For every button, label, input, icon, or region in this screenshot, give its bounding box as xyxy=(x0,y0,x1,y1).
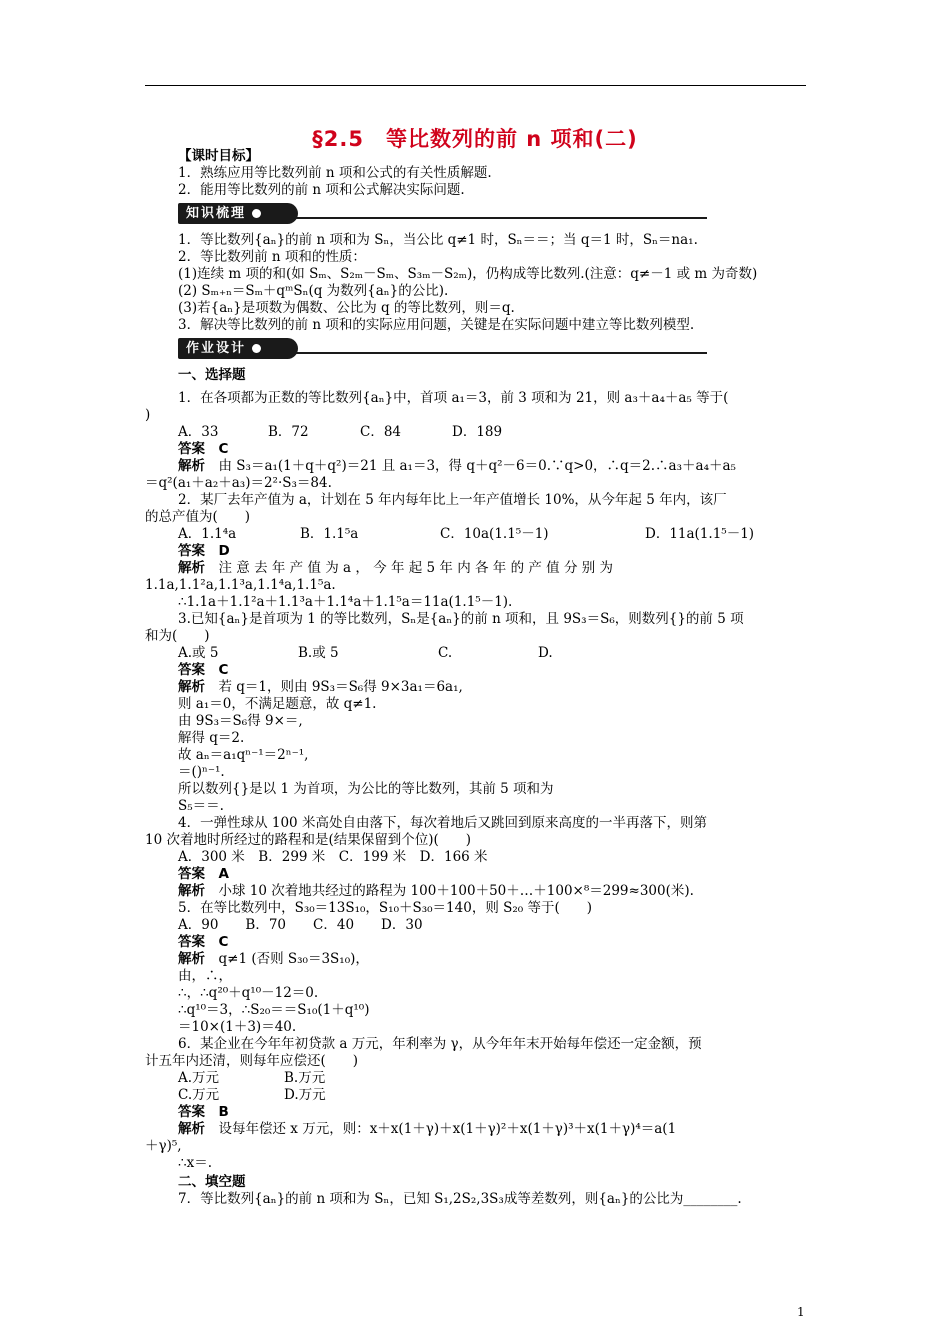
section-heading-choice: 一、选择题 xyxy=(178,367,246,383)
option: A．1.1⁴a xyxy=(178,526,237,542)
analysis-text: 所以数列{}是以 1 为首项，为公比的等比数列，其前 5 项和为 xyxy=(178,781,554,797)
question-stem-cont: ) xyxy=(145,407,151,423)
analysis-text: ∴x＝. xyxy=(178,1155,212,1171)
question-stem: 3.已知{aₙ}是首项为 1 的等比数列，Sₙ是{aₙ}的前 n 项和，且 9S₃＝S₆，则数列{}的前 5 项 xyxy=(178,611,744,627)
dot-icon xyxy=(252,209,261,218)
analysis-text: ∴1.1a＋1.1²a＋1.1³a＋1.1⁴a＋1.1⁵a＝11a(1.1⁵－1). xyxy=(178,594,513,610)
analysis-label: 解析 xyxy=(178,1121,205,1137)
analysis-label: 解析 xyxy=(178,679,205,695)
option: B．1.1⁵a xyxy=(300,526,359,542)
dot-icon xyxy=(252,344,261,353)
option: A.万元 xyxy=(178,1070,220,1086)
option: C.万元 xyxy=(178,1087,220,1103)
question-stem: 2．某厂去年产值为 a，计划在 5 年内每年比上一年产值增长 10%，从今年起 5 年内，该厂 xyxy=(178,492,727,508)
option: C. xyxy=(438,645,453,661)
answer-line: 答案 C xyxy=(178,662,229,678)
question-options xyxy=(145,1087,807,1104)
answer-line: 答案 A xyxy=(178,866,229,882)
question-stem-cont: 计五年内还清，则每年应偿还( ) xyxy=(145,1053,359,1069)
banner-rule xyxy=(296,352,707,354)
analysis-text: 故 aₙ＝a₁qⁿ⁻¹＝2ⁿ⁻¹, xyxy=(178,747,309,763)
question-stem-cont: 和为( ) xyxy=(145,628,210,644)
content-body xyxy=(145,148,807,1208)
option: D．189 xyxy=(452,424,503,440)
knowledge-item: 2．等比数列前 n 项和的性质： xyxy=(178,249,366,265)
question-options: A．90 B．70 C．40 D．30 xyxy=(178,917,423,933)
analysis-text: 设每年偿还 x 万元，则：x＋x(1＋γ)＋x(1＋γ)²＋x(1＋γ)³＋x(1＋γ)⁴＝a(1 xyxy=(218,1121,677,1137)
question-stem: 6．某企业在今年年初贷款 a 万元，年利率为 γ，从今年年末开始每年偿还一定金额，预 xyxy=(178,1036,702,1052)
knowledge-item: (3)若{aₙ}是项数为偶数、公比为 q 的等比数列，则＝q. xyxy=(178,300,515,316)
analysis-text: 注 意 去 年 产 值 为 a ， 今 年 起 5 年 内 各 年 的 产 值 分 别 为 xyxy=(218,560,614,576)
question-options xyxy=(145,526,807,543)
analysis-text: 由 9S₃＝S₆得 9×＝, xyxy=(178,713,303,729)
objectives-heading: 【课时目标】 xyxy=(178,148,259,164)
page-number: 1 xyxy=(797,1305,805,1319)
analysis-text: ＝q²(a₁＋a₂＋a₃)＝2²·S₃＝84. xyxy=(145,475,332,491)
analysis-text: q≠1 (否则 S₃₀＝3S₁₀)， xyxy=(218,951,369,967)
page-title: §2.5 等比数列的前 n 项和(二) xyxy=(312,127,638,151)
answer-line: 答案 C xyxy=(178,441,229,457)
analysis-text: ＝()ⁿ⁻¹. xyxy=(178,764,225,780)
question-stem-cont: 的总产值为( ) xyxy=(145,509,251,525)
question-stem: 4．一弹性球从 100 米高处自由落下，每次着地后又跳回到原来高度的一半再落下，则第 xyxy=(178,815,707,831)
analysis-label: 解析 xyxy=(178,883,205,899)
knowledge-item: 1．等比数列{aₙ}的前 n 项和为 Sₙ，当公比 q≠1 时，Sₙ＝＝；当 q＝1 时，Sₙ＝na₁. xyxy=(178,232,698,248)
analysis-text: 若 q＝1，则由 9S₃＝S₆得 9×3a₁＝6a₁, xyxy=(218,679,463,695)
option: C．84 xyxy=(360,424,402,440)
analysis-label: 解析 xyxy=(178,560,205,576)
question-stem: 1．在各项都为正数的等比数列{aₙ}中，首项 a₁＝3，前 3 项和为 21，则 a₃＋a₄＋a₅ 等于( xyxy=(178,390,729,406)
knowledge-item: (1)连续 m 项的和(如 Sₘ、S₂ₘ－Sₘ、S₃ₘ－S₂ₘ)，仍构成等比数列.(注意：q≠－1 或 m 为奇数) xyxy=(178,266,758,282)
knowledge-item: 3．解决等比数列的前 n 项和的实际应用问题，关键是在实际问题中建立等比数列模型. xyxy=(178,317,695,333)
option: D. xyxy=(538,645,553,661)
banner-label: 作业设计 xyxy=(186,341,247,356)
knowledge-item: (2) Sₘ₊ₙ＝Sₘ＋qᵐSₙ(q 为数列{aₙ}的公比). xyxy=(178,283,449,299)
option: A．33 xyxy=(178,424,219,440)
option: B．72 xyxy=(268,424,309,440)
objective-item: 2．能用等比数列的前 n 项和公式解决实际问题. xyxy=(178,182,465,198)
analysis-text: 小球 10 次着地共经过的路程为 100＋100＋50＋…＋100×⁸＝299≈300(米). xyxy=(218,883,694,899)
option: C．10a(1.1⁵－1) xyxy=(440,526,549,542)
question-options xyxy=(145,645,807,662)
option: B.或 5 xyxy=(298,645,339,661)
option: D.万元 xyxy=(284,1087,326,1103)
header-rule xyxy=(145,85,806,86)
option: A.或 5 xyxy=(178,645,219,661)
banner-rule xyxy=(296,217,707,219)
analysis-text: 解得 q＝2. xyxy=(178,730,245,746)
answer-line: 答案 D xyxy=(178,543,230,559)
analysis-text: 1.1a,1.1²a,1.1³a,1.1⁴a,1.1⁵a. xyxy=(145,577,336,593)
analysis-text: ＝10×(1＋3)＝40. xyxy=(178,1019,297,1035)
banner-label: 知识梳理 xyxy=(186,206,247,221)
analysis-label: 解析 xyxy=(178,458,205,474)
section-banner-homework xyxy=(178,337,807,361)
section-banner-knowledge xyxy=(178,202,807,226)
analysis-text: S₅＝＝. xyxy=(178,798,224,814)
option: D．11a(1.1⁵－1) xyxy=(645,526,755,542)
objective-item: 1．熟练应用等比数列前 n 项和公式的有关性质解题. xyxy=(178,165,492,181)
analysis-text: ∴q¹⁰＝3，∴S₂₀＝＝S₁₀(1＋q¹⁰) xyxy=(178,1002,370,1018)
analysis-text: 由，∴， xyxy=(178,968,232,984)
question-stem: 5．在等比数列中，S₃₀＝13S₁₀，S₁₀＋S₃₀＝140，则 S₂₀ 等于( ) xyxy=(178,900,593,916)
question-options xyxy=(145,1070,807,1087)
question-stem: 7．等比数列{aₙ}的前 n 项和为 Sₙ，已知 S₁,2S₂,3S₃成等差数列，则{aₙ}的公比为________. xyxy=(178,1191,742,1207)
analysis-text: ＋γ)⁵, xyxy=(145,1138,182,1154)
question-options xyxy=(145,424,807,441)
analysis-text: 由 S₃＝a₁(1＋q＋q²)＝21 且 a₁＝3，得 q＋q²－6＝0.∵q>0，∴q＝2.∴a₃＋a₄＋a₅ xyxy=(218,458,736,474)
answer-line: 答案 B xyxy=(178,1104,229,1120)
analysis-text: ∴，∴q²⁰＋q¹⁰－12＝0. xyxy=(178,985,319,1001)
banner-pill xyxy=(178,203,298,224)
section-heading-fill: 二、填空题 xyxy=(178,1174,246,1190)
option: B.万元 xyxy=(284,1070,326,1086)
answer-line: 答案 C xyxy=(178,934,229,950)
question-stem-cont: 10 次着地时所经过的路程和是(结果保留到个位)( ) xyxy=(145,832,472,848)
analysis-text: 则 a₁＝0，不满足题意，故 q≠1. xyxy=(178,696,377,712)
analysis-label: 解析 xyxy=(178,951,205,967)
question-options: A．300 米 B．299 米 C．199 米 D．166 米 xyxy=(178,849,488,865)
banner-pill xyxy=(178,338,298,359)
